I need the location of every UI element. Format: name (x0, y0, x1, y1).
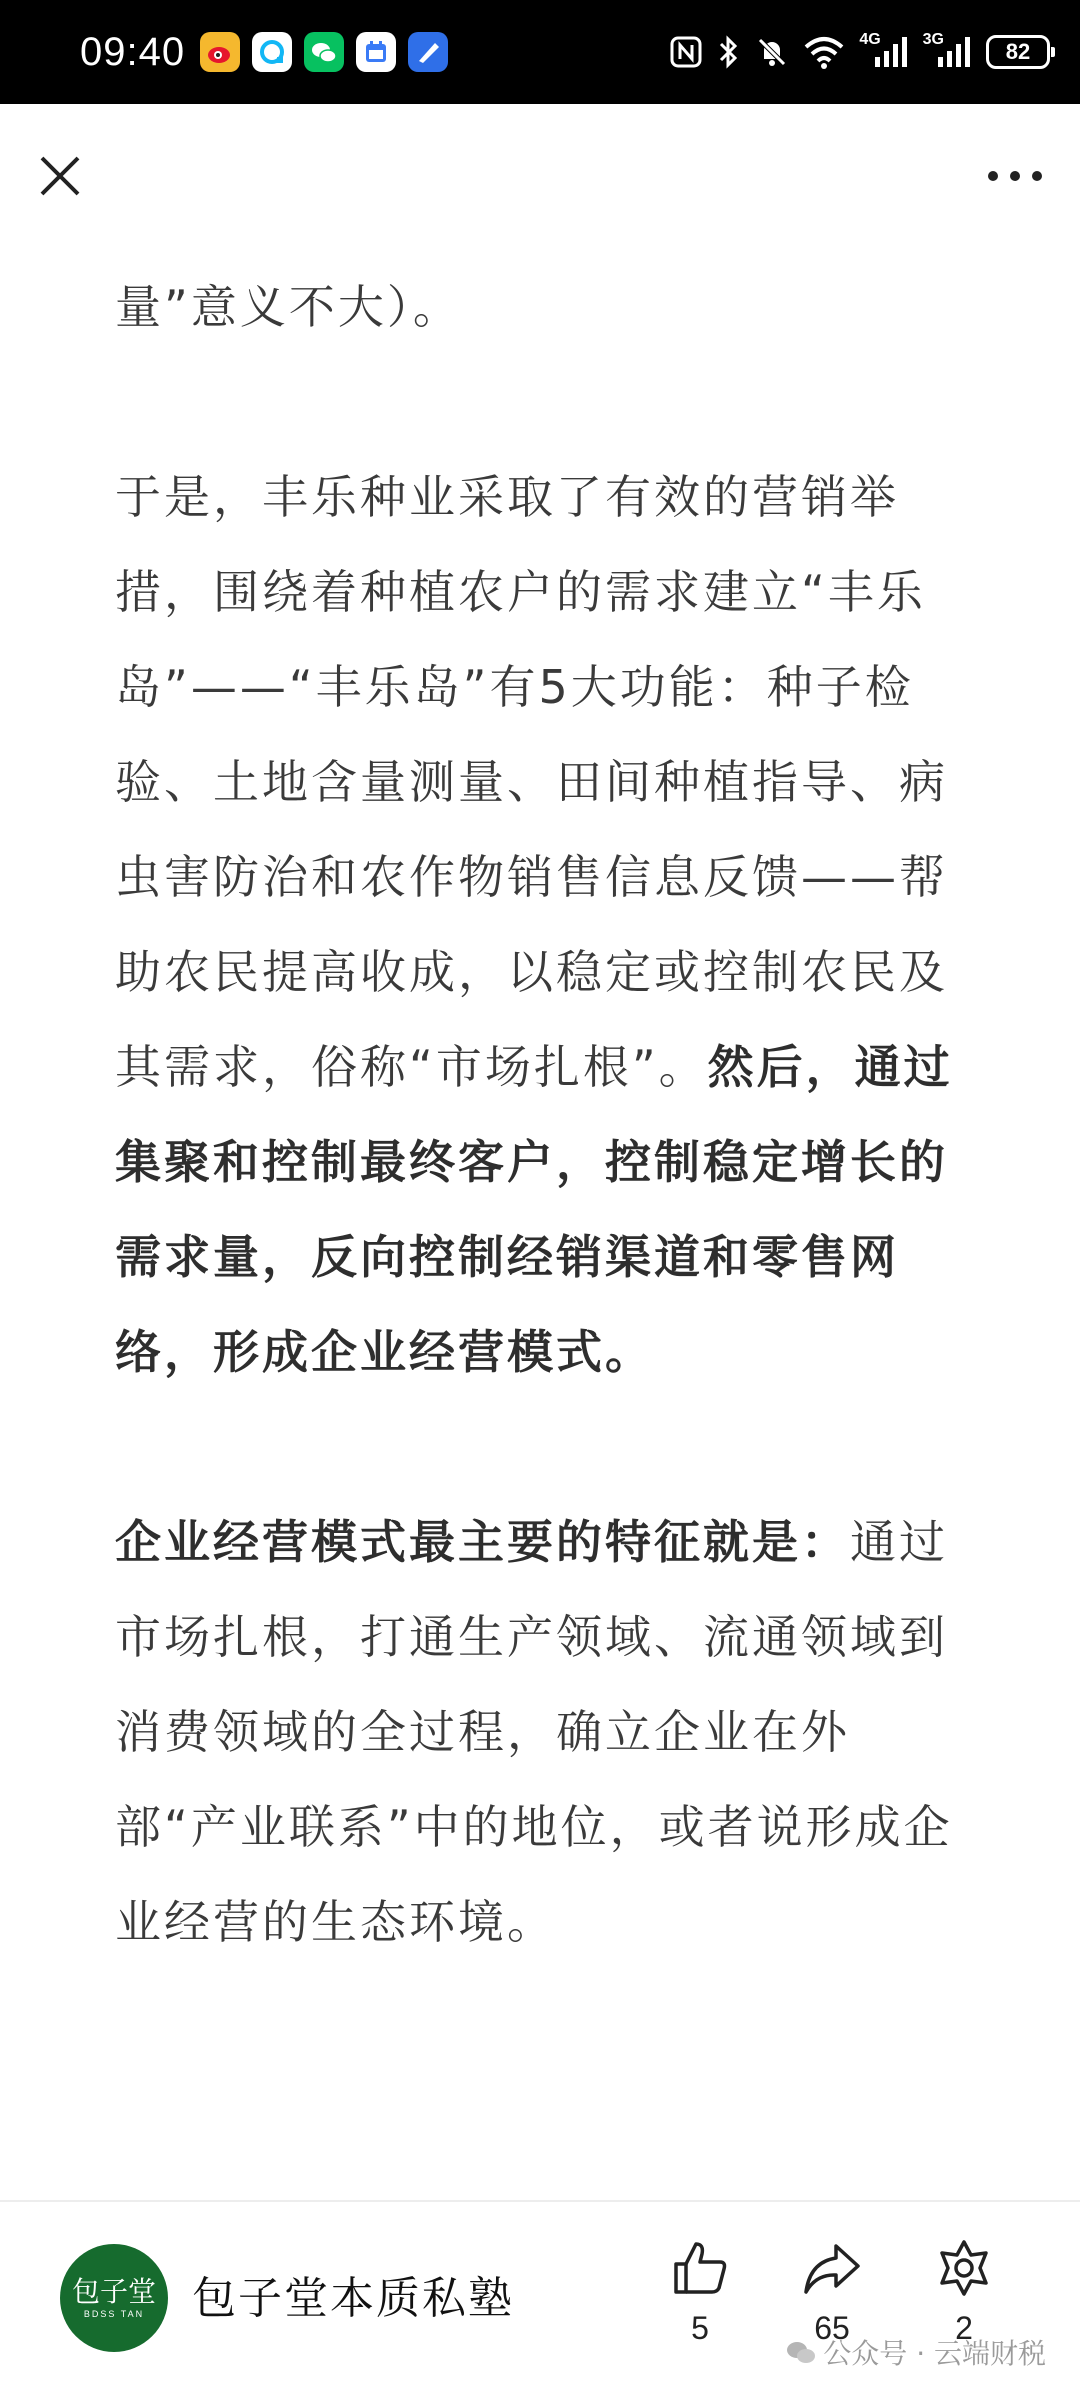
more-options-button[interactable] (980, 146, 1050, 206)
avatar-subtext: BDSS TAN (83, 2309, 145, 2319)
wechat-icon (304, 32, 344, 72)
bluetooth-icon (717, 34, 741, 70)
article-bottom-bar (0, 2200, 1080, 2392)
weibo-icon (200, 32, 240, 72)
article-top-nav (0, 104, 1080, 248)
qq-icon (252, 32, 292, 72)
status-time: 09:40 (80, 30, 186, 74)
nfc-icon (669, 35, 703, 69)
close-button[interactable] (30, 146, 90, 206)
account-name[interactable]: 包子堂本质私塾 (192, 2273, 514, 2324)
article-paragraph (115, 450, 965, 1400)
recommend-count: 2 (955, 2310, 973, 2346)
article-body (115, 260, 965, 1970)
share-count: 65 (814, 2310, 850, 2346)
like-icon (670, 2238, 730, 2298)
paragraph-emphasis: 然后，通过集聚和控制最终客户，控制稳定增长的需求量，反向控制经销渠道和零售网络，形成企业经营模式。 (115, 1040, 953, 1379)
status-bar (0, 0, 1080, 104)
paragraph-emphasis: 企业经营模式最主要的特征就是： (115, 1515, 850, 1569)
recommend-icon (934, 2238, 994, 2298)
network-label-3g: 3G (922, 31, 944, 48)
recommend-button[interactable] (924, 2238, 1004, 2347)
share-icon (802, 2238, 862, 2298)
battery-level: 82 (1005, 39, 1031, 64)
avatar-text: 包子堂 (71, 2275, 156, 2308)
signal-icon-3g (922, 31, 972, 69)
like-button[interactable] (660, 2238, 740, 2347)
share-button[interactable] (792, 2238, 872, 2347)
network-label-4g: 4G (859, 31, 881, 48)
watermark-text: 公众号 · 云端财税 (823, 2337, 1046, 2370)
calendar-icon (356, 32, 396, 72)
article-paragraph: 量”意义不大）。 (115, 280, 462, 334)
mute-icon (755, 35, 789, 69)
status-indicators (669, 26, 1050, 78)
paragraph-text: 于是，丰乐种业采取了有效的营销举措，围绕着种植农户的需求建立“丰乐岛”——“丰乐岛”有5大功能：种子检验、土地含量测量、田间种植指导、病虫害防治和农作物销售信息反馈——帮助农民提高收成，以稳定或控制农民及其需求，俗称“市场扎根”。 (115, 470, 948, 1094)
app-icon (408, 32, 448, 72)
like-count: 5 (691, 2310, 709, 2346)
more-icon (987, 170, 1043, 182)
paragraph-text: 通过市场扎根，打通生产领域、流通领域到消费领域的全过程，确立企业在外部“产业联系”中的地位，或者说形成企业经营的生态环境。 (115, 1515, 953, 1949)
close-icon (38, 154, 82, 198)
signal-icon-4g (859, 31, 908, 69)
battery-icon (986, 35, 1050, 69)
wifi-icon (803, 35, 845, 69)
article-paragraph (115, 1495, 965, 1970)
account-avatar[interactable] (60, 2244, 168, 2352)
